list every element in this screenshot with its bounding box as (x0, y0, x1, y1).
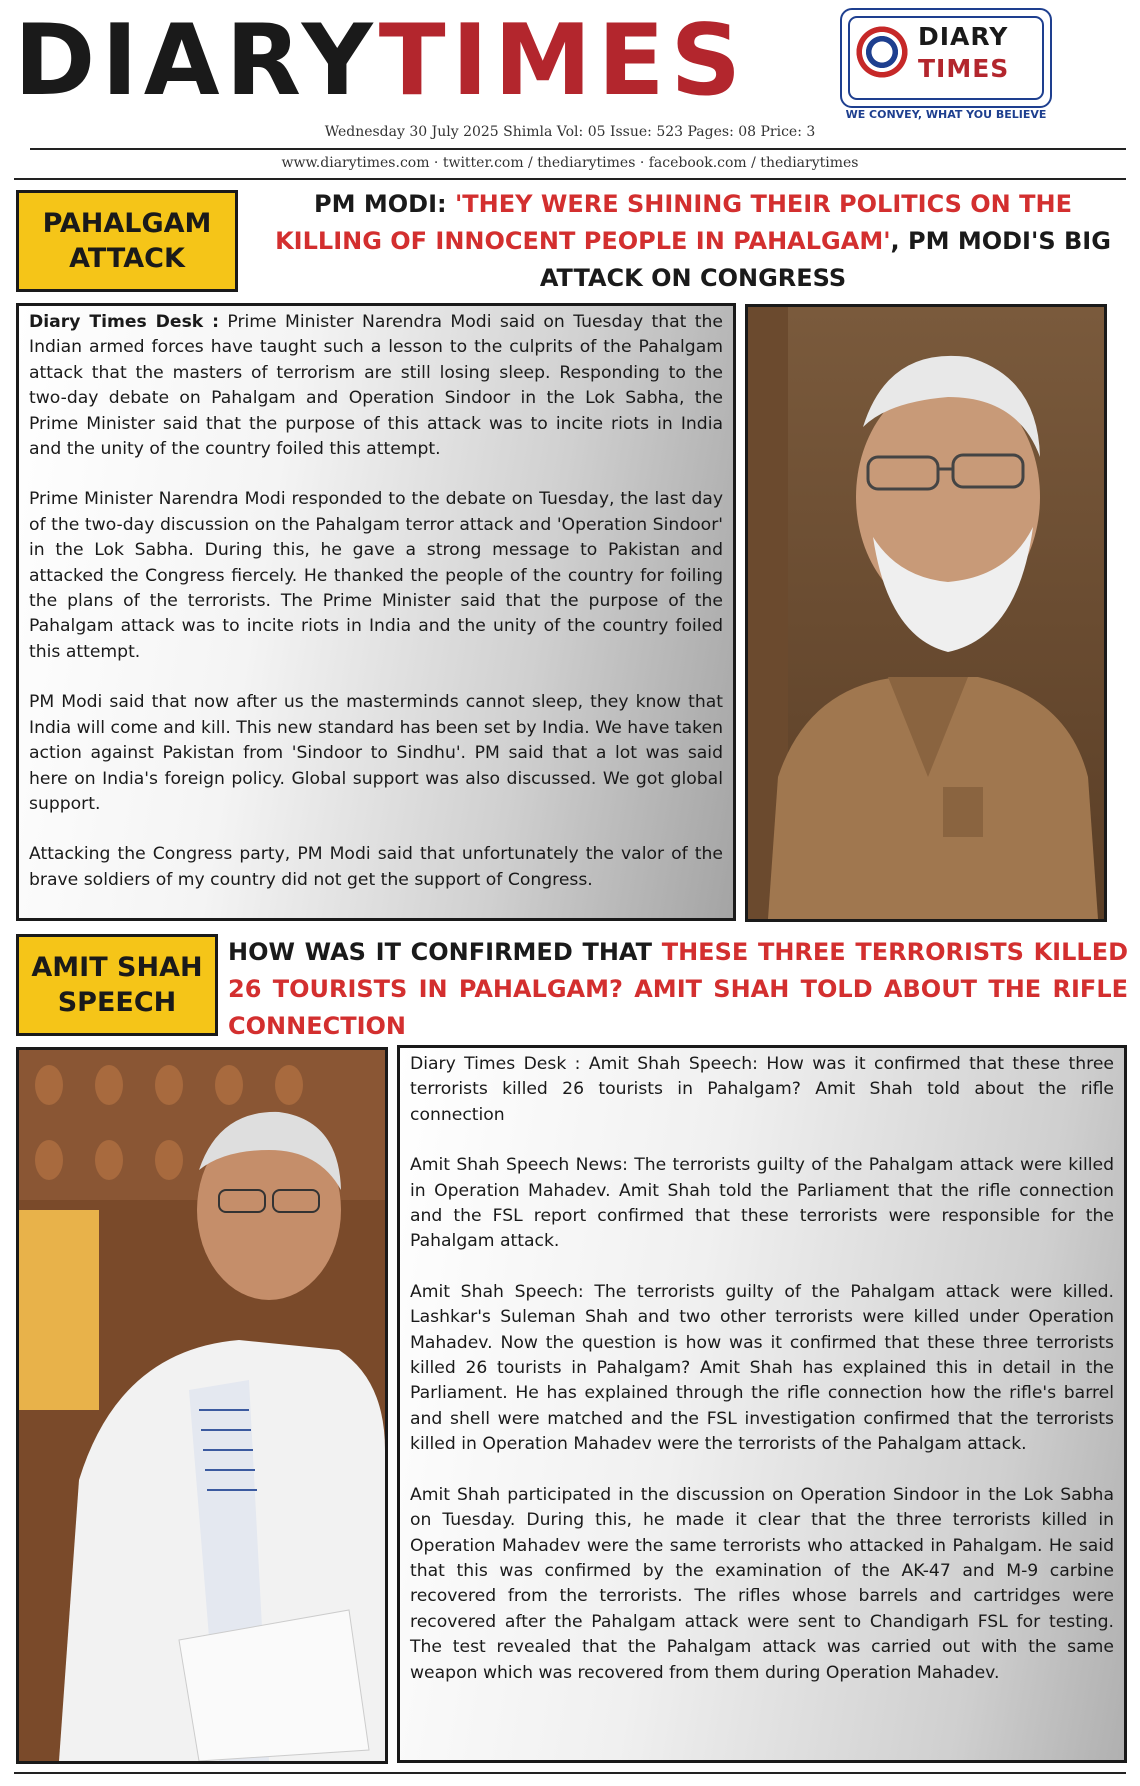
paragraph: Prime Minister Narendra Modi responded to the debate on Tuesday, the last day of the two-day discussion on the Pahalgam terror attack and 'Operation Sindoor' in the Lok Sabha. During this, he gave a strong message to Pakistan and attacked the Congress fiercely. He thanked the people of the country for foiling the plans of the terrorists. The Prime Minister said that the purpose of the Pahalgam attack was to incite riots in India and the unity of the country foiled this attempt. (29, 489, 723, 662)
divider (14, 178, 1126, 180)
amit-shah-photo (16, 1047, 388, 1764)
dateline: Wednesday 30 July 2025 Shimla Vol: 05 Issue: 523 Pages: 08 Price: 3 (324, 124, 816, 140)
logo-line2: TIMES (918, 54, 1010, 83)
paragraph: Amit Shah Speech News: The terrorists guilty of the Pahalgam attack were killed in Operation Mahadev. Amit Shah told the Parliament that the rifle connection and the FSL report confirmed that these terrorists were responsible for the Pahalgam attack. (410, 1155, 1114, 1252)
masthead-title (14, 6, 814, 116)
story2-body (397, 1045, 1127, 1763)
divider (14, 1772, 1126, 1774)
desk-label: Diary Times Desk : (29, 312, 220, 332)
divider (30, 148, 1126, 150)
masthead-title-red: TIMES (378, 4, 748, 118)
paragraph: Amit Shah Speech: The terrorists guilty of the Pahalgam attack were killed. Lashkar's Suleman Shah and two other terrorists were killed under Operation Mahadev. Now the question is how was it confirmed that these three terrorists killed 26 tourists in Pahalgam? Amit Shah has explained this in detail in the Parliament. He has explained through the rifle connection how the rifle's barrel and shell were matched and the FSL investigation confirmed that the terrorists killed in Operation Mahadev were the terrorists of the Pahalgam attack. (410, 1281, 1114, 1455)
paragraph: Amit Shah participated in the discussion on Operation Sindoor in the Lok Sabha on Tuesday. During this, he made it clear that the three terrorists killed in Operation Mahadev were the same terrorists who attacked in Pahalgam. He said that this was confirmed by the examination of the AK-47 and M-9 carbine recovered from the terrorists. The rifles whose barrels and cartridges were recovered after the Pahalgam attack were sent to Chandigarh FSL for testing. The test revealed that the Pahalgam attack was carried out with the same weapon which was recovered from them during Operation Mahadev. (410, 1484, 1114, 1683)
logo-tagline: WE CONVEY, WHAT YOU BELIEVE (845, 108, 1047, 121)
category-label-amit-shah: AMIT SHAH SPEECH (16, 934, 218, 1036)
logo-d-icon (854, 24, 910, 80)
category-label-pahalgam: PAHALGAM ATTACK (16, 190, 238, 292)
newspaper-logo (840, 8, 1052, 108)
story2-headline: HOW WAS IT CONFIRMED THAT THESE THREE TERRORISTS KILLED 26 TOURISTS IN PAHALGAM? AMIT SHAH TOLD ABOUT THE RIFLE CONNECTION (228, 938, 1129, 1040)
paragraph: Diary Times Desk : Amit Shah Speech: How was it confirmed that these three terrorists killed 26 tourists in Pahalgam? Amit Shah told about the rifle connection (410, 1054, 1114, 1125)
paragraph: PM Modi said that now after us the masterminds cannot sleep, they know that India will come and kill. This new standard has been set by India. We have taken action against Pakistan from 'Sindoor to Sindhu'. PM said that a lot was said here on India's foreign policy. Global support was also discussed. We got global support. (29, 692, 723, 814)
masthead-title-dark: DIARY (14, 4, 379, 118)
logo-line1: DIARY (918, 22, 1009, 51)
story1-body: Diary Times Desk : Prime Minister Narendra Modi said on Tuesday that the Indian armed forces have taught such a lesson to the culprits of the Pahalgam attack that the masters of terrorism are still losing sleep. Responding to the two-day debate on Pahalgam and Operation Sindoor in the Lok Sabha, the Prime Minister said that the purpose of this attack was to incite riots in India and the unity of the country foiled this attempt. Prime Minister Narendra Modi responded to the debate on Tuesday, the last day of the two-day discussion on the Pahalgam terror attack and 'Operation Sindoor' in the Lok Sabha. During this, he gave a strong message to Pakistan and attacked the Congress fiercely. He thanked the people of the country for foiling the plans of the terrorists. The Prime Minister said that the purpose of the Pahalgam attack was to incite riots in India and the unity of the country foiled this attempt. PM Modi said that now after us the masterminds cannot sleep, they know that India will come and kill. This new standard has been set by India. We have taken action against Pakistan from 'Sindoor to Sindhu'. PM said that a lot was said here on India's foreign policy. Global support was also discussed. We got global support. Attacking the Congress party, PM Modi said that unfortunately the valor of the brave soldiers of my country did not get the support of Congress. (16, 303, 736, 921)
modi-photo (745, 304, 1107, 922)
paragraph: Attacking the Congress party, PM Modi said that unfortunately the valor of the brave soldiers of my country did not get the support of Congress. (29, 844, 723, 890)
story1-headline: PM MODI: 'THEY WERE SHINING THEIR POLITICS ON THE KILLING OF INNOCENT PEOPLE IN PAHALGAM', PM MODI'S BIG ATTACK ON CONGRESS (275, 190, 1111, 292)
web-links: www.diarytimes.com · twitter.com / thediarytimes · facebook.com / thediarytimes (281, 155, 859, 171)
